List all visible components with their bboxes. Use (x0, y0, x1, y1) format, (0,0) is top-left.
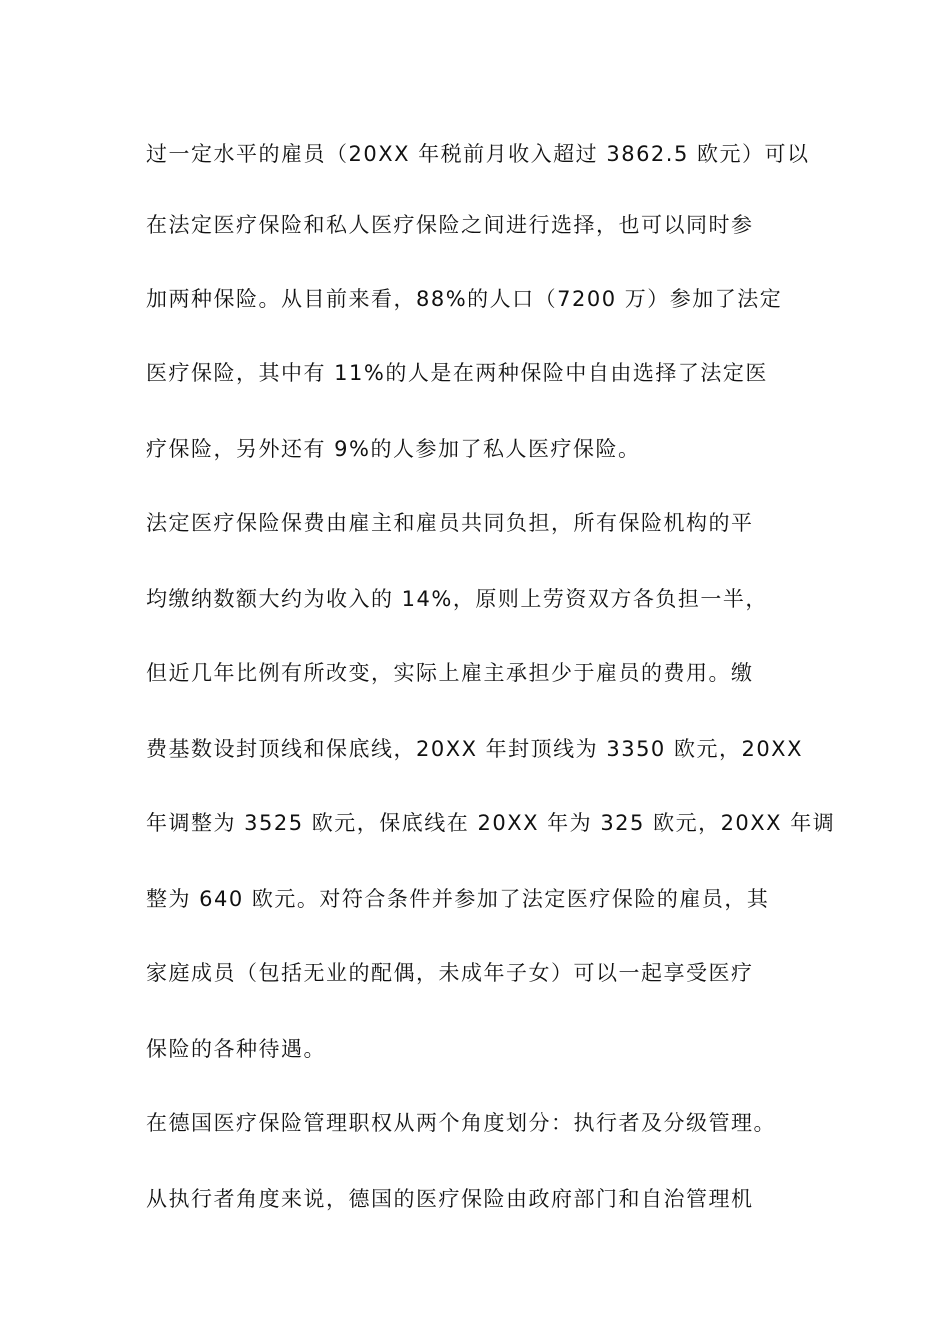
text-line: 法定医疗保险保费由雇主和雇员共同负担，所有保险机构的平 (146, 511, 754, 535)
text-line: 过一定水平的雇员（20XX 年税前月收入超过 3862.5 欧元）可以 (146, 142, 810, 166)
text-line: 整为 640 欧元。对符合条件并参加了法定医疗保险的雇员，其 (146, 887, 770, 911)
text-line: 费基数设封顶线和保底线，20XX 年封顶线为 3350 欧元，20XX (146, 737, 803, 761)
text-line: 均缴纳数额大约为收入的 14%，原则上劳资双方各负担一半， (146, 587, 768, 611)
text-line: 在法定医疗保险和私人医疗保险之间进行选择，也可以同时参 (146, 213, 754, 237)
text-line: 但近几年比例有所改变，实际上雇主承担少于雇员的费用。缴 (146, 661, 754, 685)
text-line: 疗保险，另外还有 9%的人参加了私人医疗保险。 (146, 437, 641, 461)
text-line: 家庭成员（包括无业的配偶，未成年子女）可以一起享受医疗 (146, 961, 754, 985)
text-line: 加两种保险。从目前来看，88%的人口（7200 万）参加了法定 (146, 287, 783, 311)
text-line: 医疗保险，其中有 11%的人是在两种保险中自由选择了法定医 (146, 361, 768, 385)
text-line: 从执行者角度来说，德国的医疗保险由政府部门和自治管理机 (146, 1187, 754, 1211)
text-line: 年调整为 3525 欧元，保底线在 20XX 年为 325 欧元，20XX 年调 (146, 811, 836, 835)
text-line: 保险的各种待遇。 (146, 1037, 326, 1061)
text-line: 在德国医疗保险管理职权从两个角度划分：执行者及分级管理。 (146, 1111, 776, 1135)
